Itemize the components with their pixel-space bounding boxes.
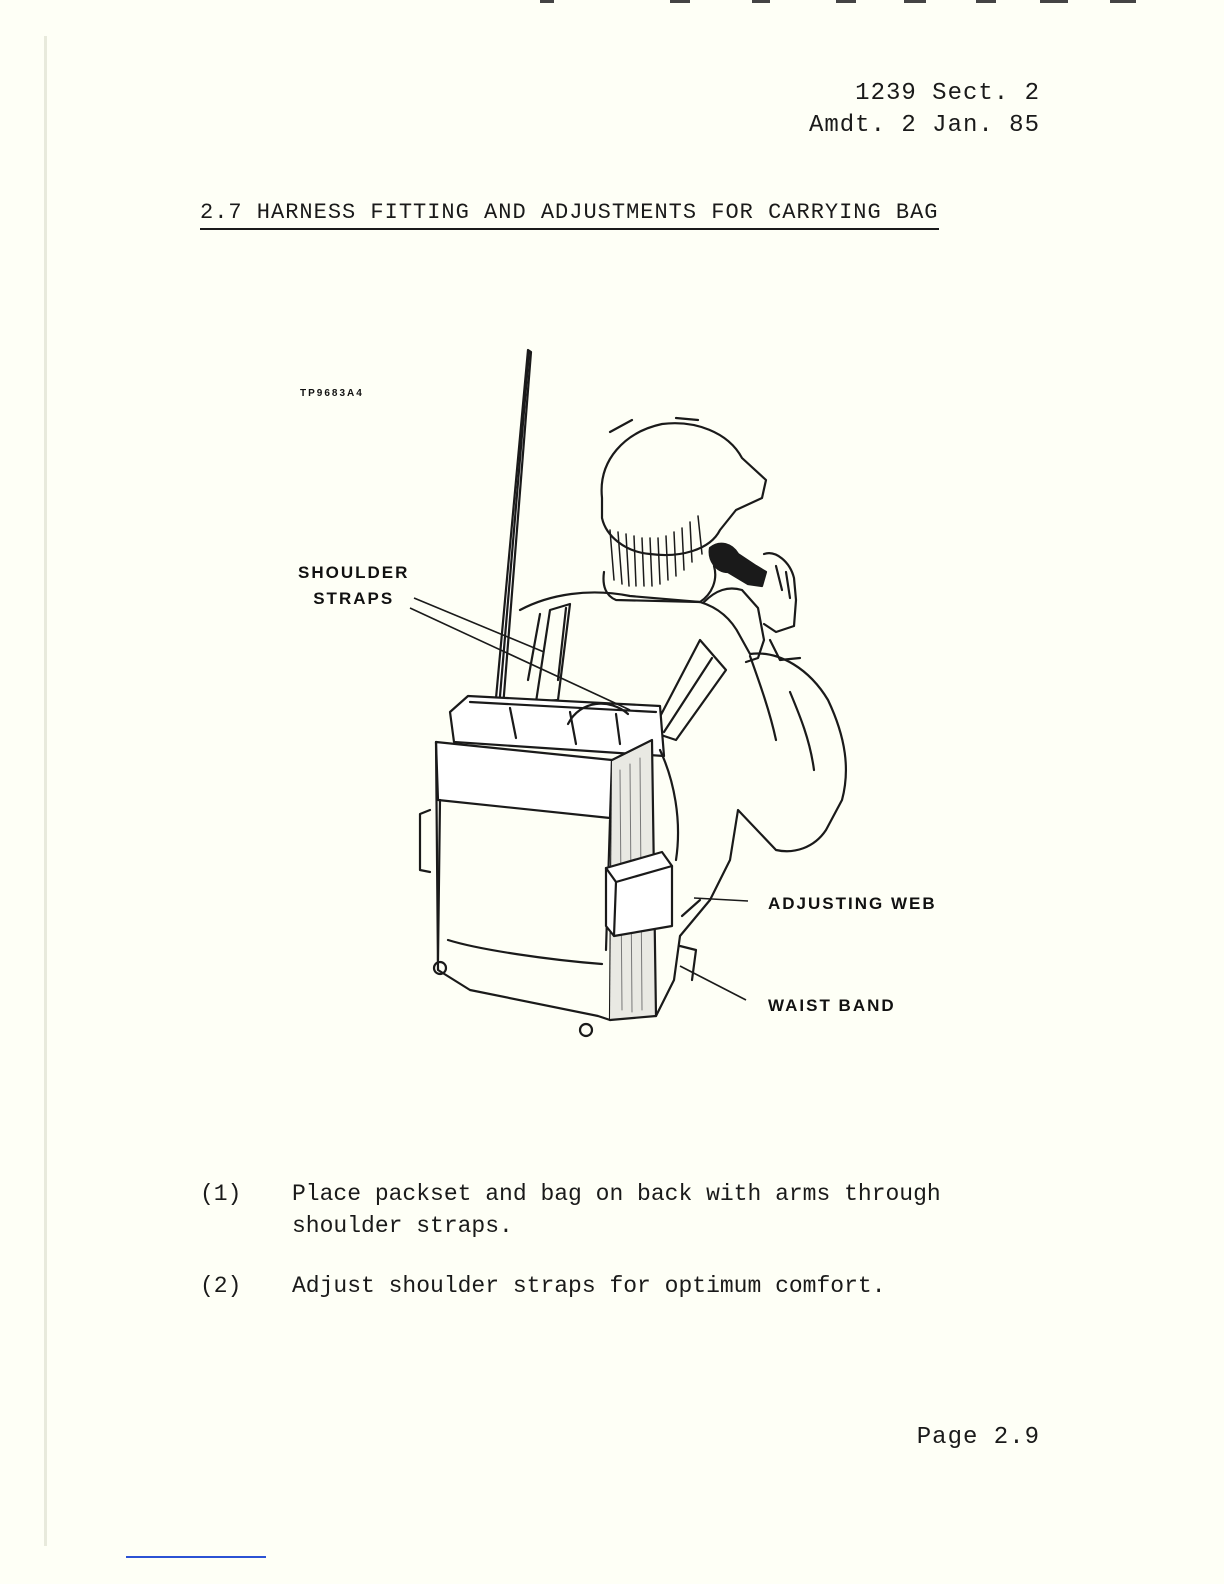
soldier-with-packset-illustration (280, 340, 980, 1060)
step-text: Adjust shoulder straps for optimum comfort. (292, 1273, 886, 1299)
instruction-steps (200, 1178, 1040, 1330)
harness-figure (280, 340, 980, 1060)
top-edge-marks (0, 0, 1224, 10)
figure-code: TP9683A4 (300, 388, 364, 399)
reference-amendment: Amdt. 2 Jan. 85 (808, 112, 1040, 139)
step-text: Place packset and bag on back with arms through shoulder straps. (292, 1181, 941, 1239)
bottom-link-underline[interactable] (126, 1556, 266, 1558)
reference-section: 1239 Sect. 2 (855, 80, 1040, 107)
page-edge-shadow (44, 36, 47, 1546)
step-item (200, 1178, 1040, 1242)
label-shoulder-line2: STRAPS (313, 589, 395, 608)
step-number: (1) (200, 1181, 242, 1207)
document-reference (809, 78, 1040, 142)
label-shoulder-line1: SHOULDER (298, 563, 410, 582)
label-adjusting-web: ADJUSTING WEB (768, 894, 937, 913)
step-number: (2) (200, 1273, 242, 1299)
page-number: Page 2.9 (916, 1424, 1040, 1451)
section-title: 2.7 HARNESS FITTING AND ADJUSTMENTS FOR CARRYING BAG (200, 200, 939, 230)
label-waist-band: WAIST BAND (768, 996, 896, 1015)
step-item (200, 1270, 1040, 1302)
label-shoulder-straps (298, 560, 409, 612)
